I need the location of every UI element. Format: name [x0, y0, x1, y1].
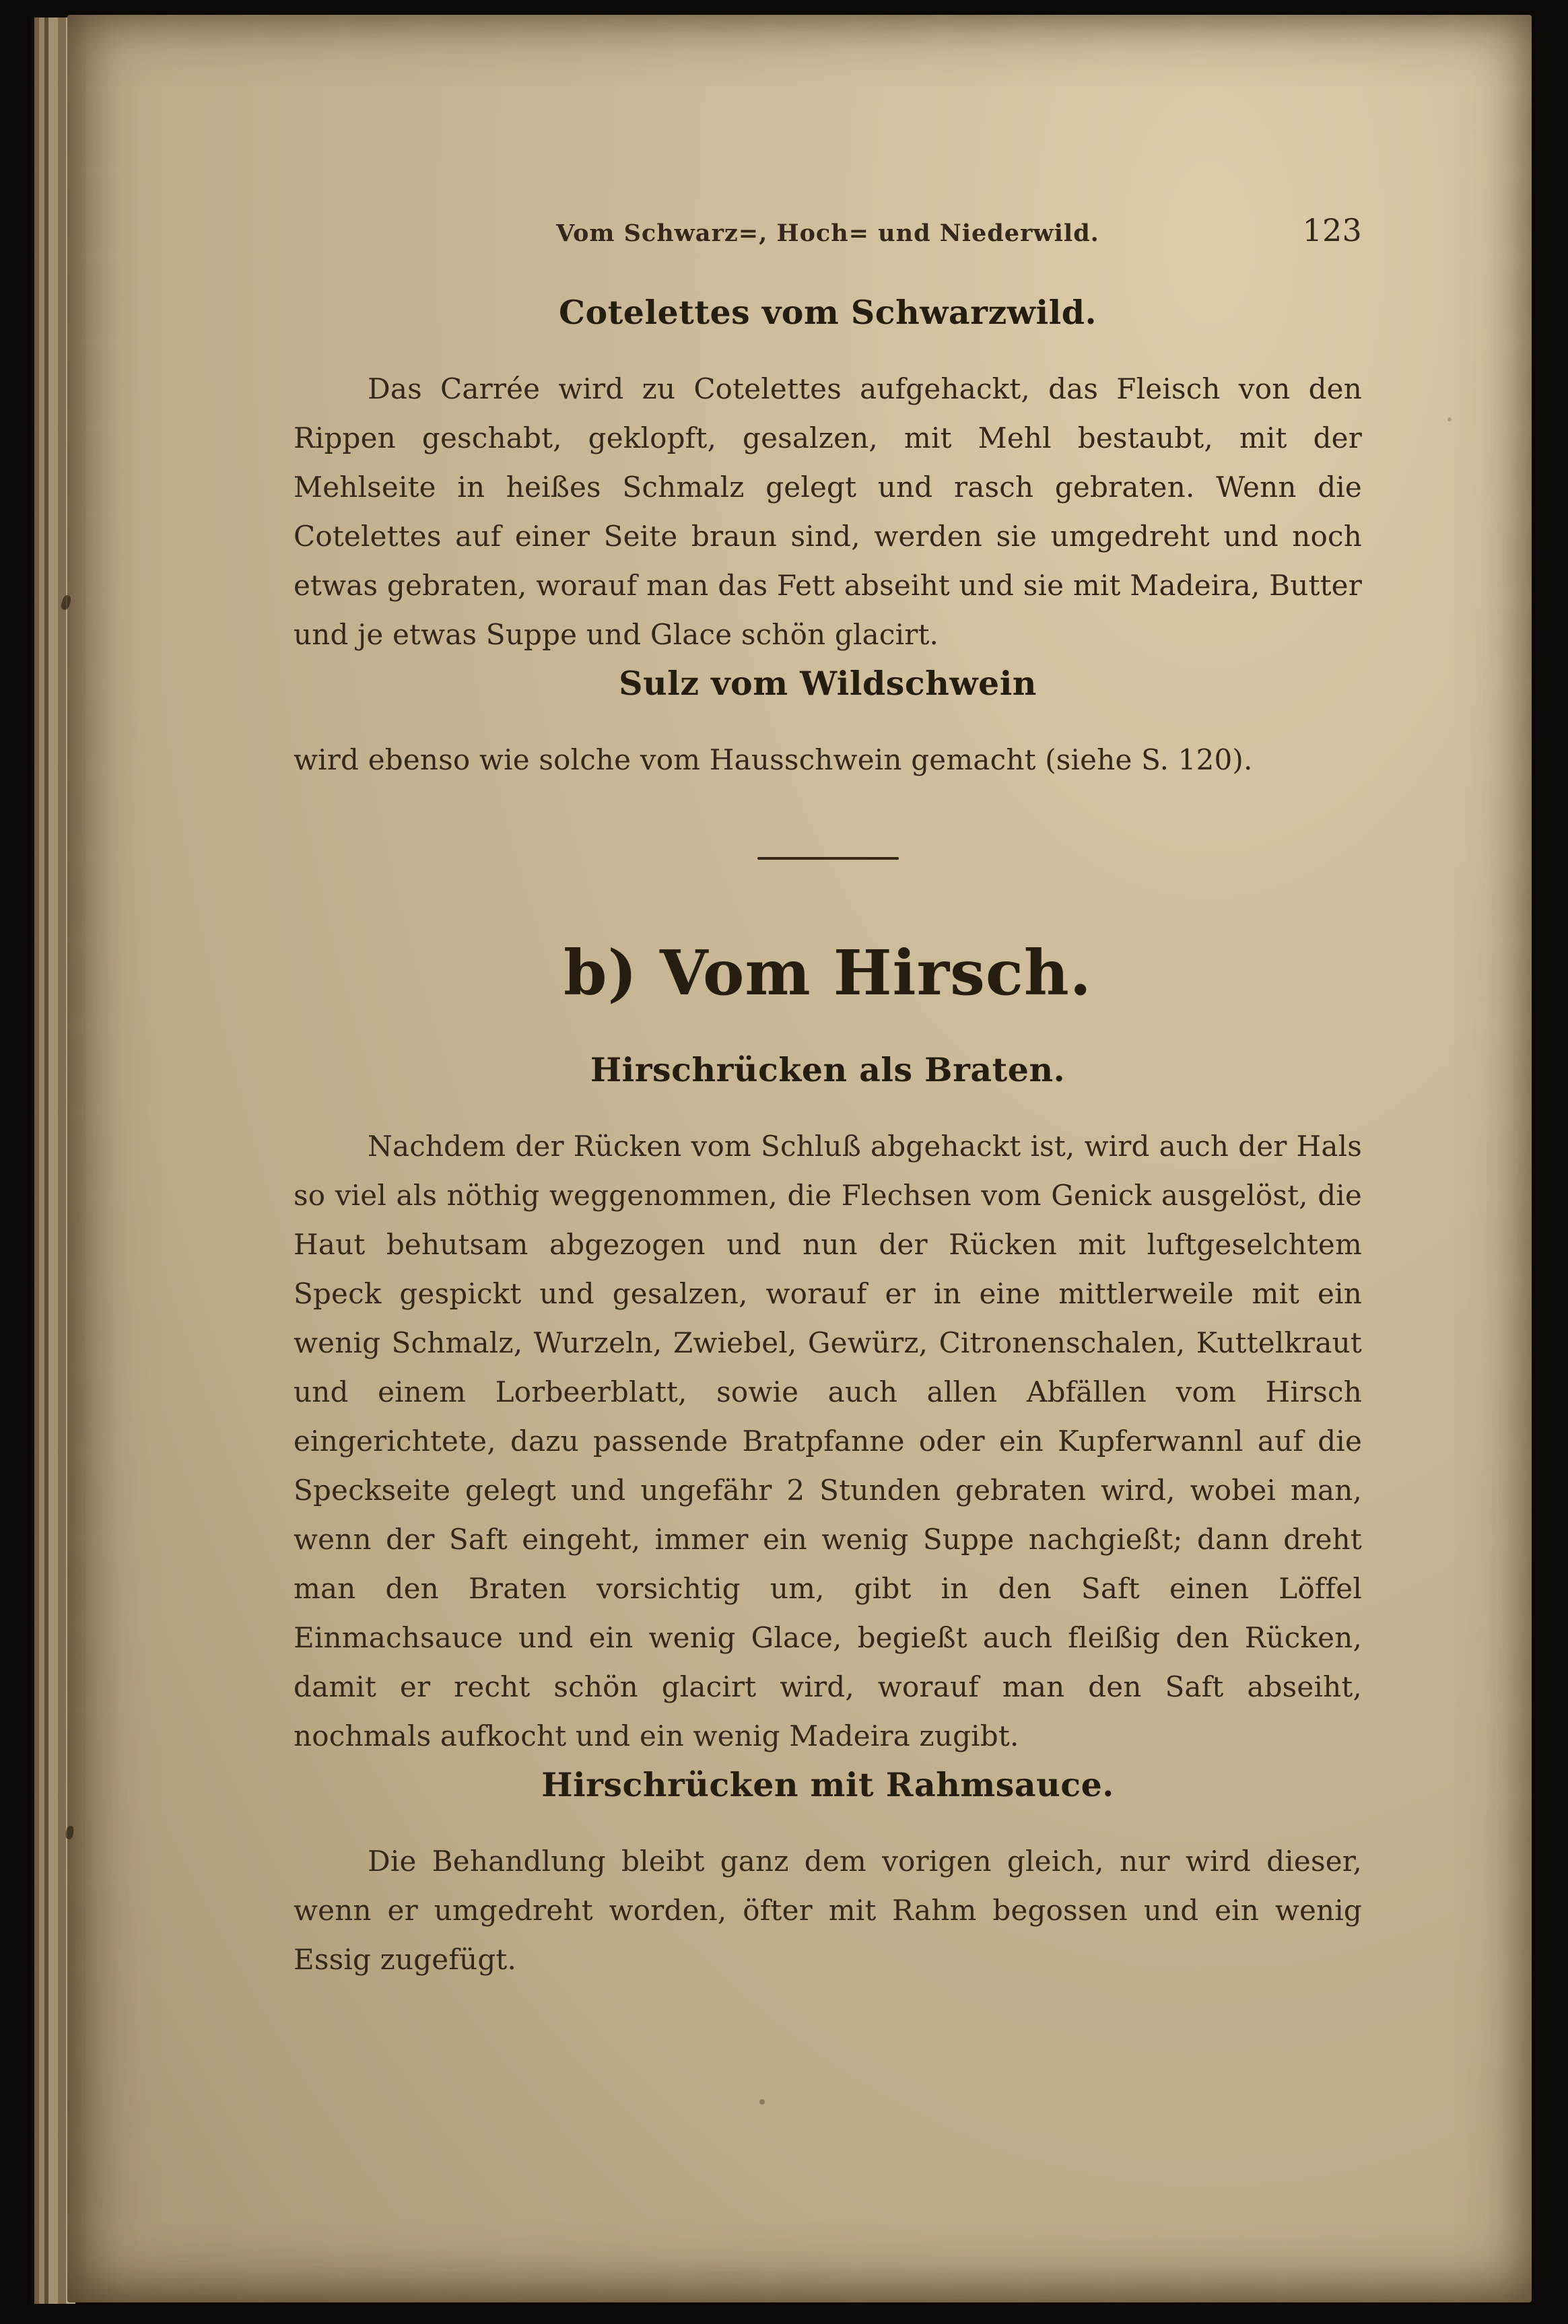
- ink-speck: [1447, 417, 1452, 421]
- section-title-sulz: Sulz vom Wildschwein: [619, 664, 1037, 703]
- ink-speck: [759, 2099, 765, 2105]
- section-divider-rule: [757, 857, 899, 860]
- type-column: [294, 209, 1362, 1984]
- book-page: [67, 15, 1532, 2302]
- paragraph-cotelettes: Das Carrée wird zu Cotelettes aufgehackt, das Fleisch von den Rippen geschabt, geklopft, gesalzen, mit Mehl bestaubt, mit der Mehlseite in heißes Schmalz gelegt und rasch gebraten. Wenn die Cotelettes auf einer Seite braun sind, werden sie umgedreht und noch etwas gebraten, worauf man das Fett abseiht und sie mit Madeira, Butter und je etwas Suppe und Glace schön glacirt.: [294, 372, 1362, 651]
- running-header-title: Vom Schwarz=, Hoch= und Niederwild.: [556, 219, 1099, 247]
- paragraph-sulz: wird ebenso wie solche vom Hausschwein gemacht (siehe S. 120).: [294, 743, 1253, 776]
- running-header: [294, 209, 1362, 248]
- chapter-heading-vom-hirsch: b) Vom Hirsch.: [564, 936, 1092, 1009]
- page-number: 123: [1302, 212, 1362, 248]
- section-title-hirschruecken-braten: Hirschrücken als Braten.: [590, 1050, 1066, 1089]
- paragraph-hirschruecken-braten: Nachdem der Rücken vom Schluß abgehackt ist, wird auch der Hals so viel als nöthig weggenommen, die Flechsen vom Genick ausgelöst, die Haut behutsam abgezogen und nun der Rücken mit luftgeselchtem Speck gespickt und gesalzen, worauf er in eine mittlerweile mit ein wenig Schmalz, Wurzeln, Zwiebel, Gewürz, Citronenschalen, Kuttelkraut und einem Lorbeerblatt, sowie auch allen Abfällen vom Hirsch eingerichtete, dazu passende Bratpfanne oder ein Kupferwannl auf die Speckseite gelegt und ungefähr 2 Stunden gebraten wird, wobei man, wenn der Saft eingeht, immer ein wenig Suppe nachgießt; dann dreht man den Braten vorsichtig um, gibt in den Saft einen Löffel Einmachsauce und ein wenig Glace, begießt auch fleißig den Rücken, damit er recht schön glacirt wird, worauf man den Saft abseiht, nochmals aufkocht und ein wenig Madeira zugibt.: [294, 1130, 1362, 1752]
- section-title-cotelettes: Cotelettes vom Schwarzwild.: [558, 293, 1097, 332]
- section-title-hirschruecken-rahmsauce: Hirschrücken mit Rahmsauce.: [541, 1765, 1114, 1804]
- paragraph-hirschruecken-rahmsauce: Die Behandlung bleibt ganz dem vorigen gleich, nur wird dieser, wenn er umgedreht worden, öfter mit Rahm begossen und ein wenig Essig zugefügt.: [294, 1845, 1362, 1976]
